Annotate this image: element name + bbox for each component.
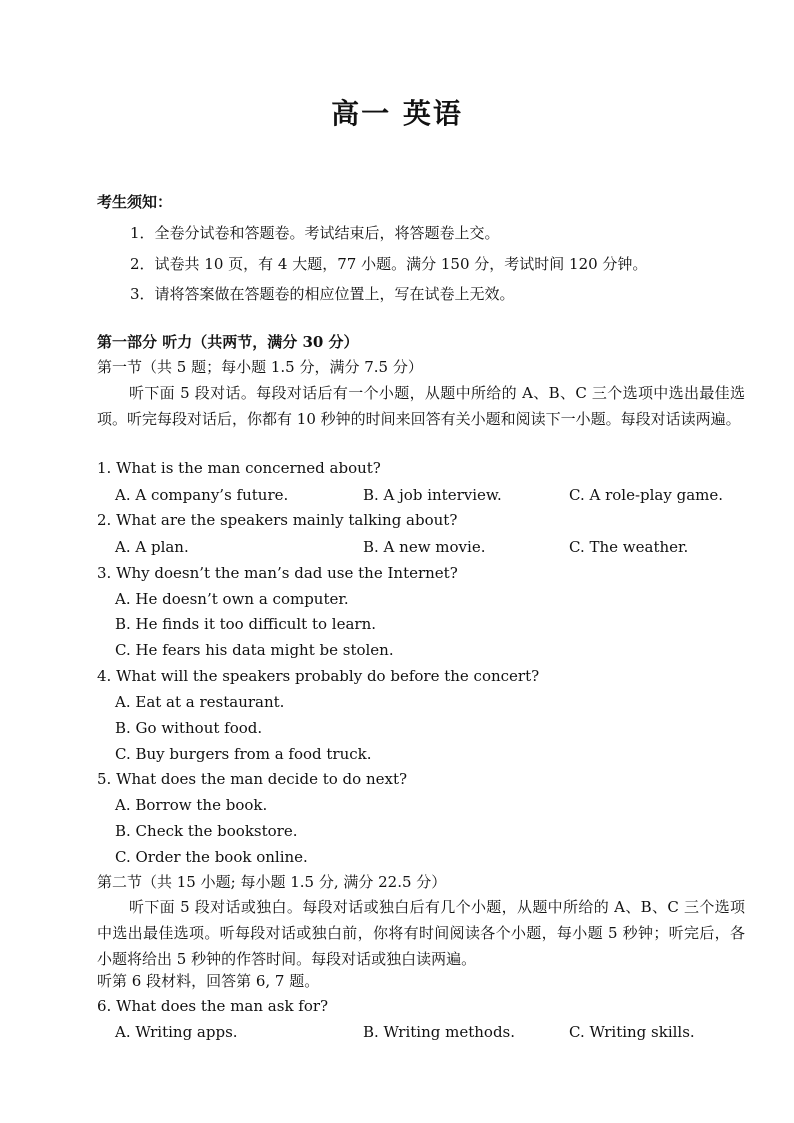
page-title: 高一 英语 [331, 97, 463, 130]
q6-option-a: A. Writing apps. [115, 1023, 238, 1041]
notice-item-2: 2．试卷共 10 页，有 4 大题，77 小题。满分 150 分，考试时间 120 分钟。 [130, 255, 648, 273]
q3-option-c: C. He fears his data might be stolen. [115, 641, 394, 659]
question-2: 2. What are the speakers mainly talking about? [97, 511, 458, 529]
material-6-note: 听第 6 段材料，回答第 6, 7 题。 [97, 972, 320, 990]
section2-heading: 第二节（共 15 小题; 每小题 1.5 分, 满分 22.5 分） [97, 873, 447, 891]
question-6: 6. What does the man ask for? [97, 997, 329, 1015]
question-1: 1. What is the man concerned about? [97, 459, 381, 477]
section2-instructions: 听下面 5 段对话或独白。每段对话或独白后有几个小题，从题中所给的 A、B、C 三个选项中选出最佳选项。听每段对话或独白前，你将有时间阅读各个小题，每小题 5 秒钟；听完后，各小题将给出 5 秒钟的作答时间。每段对话或独白读两遍。 [97, 898, 745, 968]
q1-option-c: C. A role-play game. [569, 486, 724, 504]
q1-option-a: A. A company’s future. [115, 486, 289, 504]
q5-option-a: A. Borrow the book. [115, 796, 268, 814]
q3-option-b: B. He finds it too difficult to learn. [115, 615, 377, 633]
question-5: 5. What does the man decide to do next? [97, 770, 408, 788]
q1-option-b: B. A job interview. [363, 486, 502, 504]
q2-option-c: C. The weather. [569, 538, 689, 556]
q6-option-c: C. Writing skills. [569, 1023, 695, 1041]
notice-item-1: 1．全卷分试卷和答题卷。考试结束后，将答题卷上交。 [130, 224, 500, 242]
q2-option-b: B. A new movie. [363, 538, 486, 556]
q5-option-b: B. Check the bookstore. [115, 822, 298, 840]
question-4: 4. What will the speakers probably do before the concert? [97, 667, 540, 685]
notice-heading: 考生须知： [97, 193, 173, 211]
q4-option-b: B. Go without food. [115, 719, 263, 737]
q5-option-c: C. Order the book online. [115, 848, 308, 866]
q4-option-a: A. Eat at a restaurant. [115, 693, 285, 711]
q6-option-b: B. Writing methods. [363, 1023, 516, 1041]
section1-instructions: 听下面 5 段对话。每段对话后有一个小题，从题中所给的 A、B、C 三个选项中选出最佳选项。听完每段对话后，你都有 10 秒钟的时间来回答有关小题和阅读下一小题。每段对话读两遍。 [97, 384, 745, 428]
q4-option-c: C. Buy burgers from a food truck. [115, 745, 372, 763]
notice-item-3: 3．请将答案做在答题卷的相应位置上，写在试卷上无效。 [130, 285, 515, 303]
q2-option-a: A. A plan. [115, 538, 189, 556]
question-3: 3. Why doesn’t the man’s dad use the Internet? [97, 564, 458, 582]
q3-option-a: A. He doesn’t own a computer. [115, 590, 349, 608]
section1-heading: 第一节（共 5 题；每小题 1.5 分，满分 7.5 分） [97, 358, 423, 376]
part1-heading: 第一部分 听力（共两节，满分 30 分） [97, 333, 359, 351]
